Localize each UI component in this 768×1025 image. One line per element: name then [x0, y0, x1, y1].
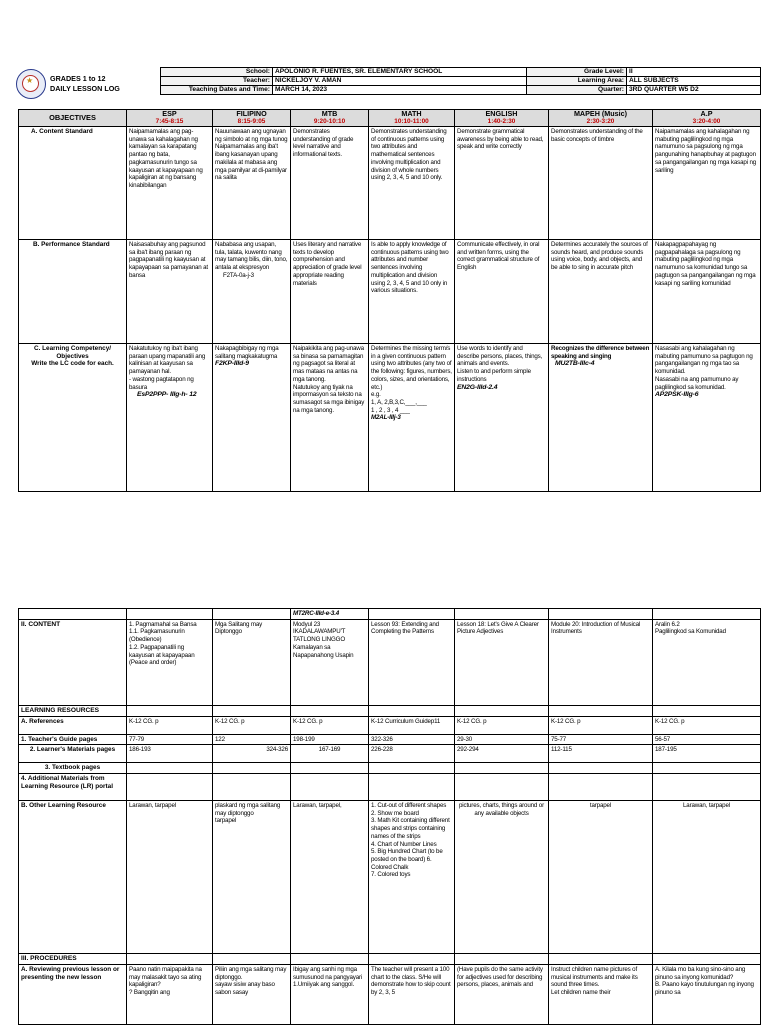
row-label: C. Learning Competency/ Objectives Write the LC code for each.: [19, 344, 127, 492]
teachers-guide-row: [19, 734, 761, 745]
objectives-heading: OBJECTIVES: [19, 110, 127, 127]
subject-header: MTB 9:20-10:10: [291, 110, 369, 127]
table-cell: Larawan, tarpapel: [127, 801, 213, 954]
table-cell: 292-294: [455, 745, 549, 763]
table-cell: Nakapagpapahayag ng pagpapahalaga sa pagsulong ng mabuting paglilingkod ng mga namumuno sa komunidad tungo sa pagtugon sa pangangailangan ng mga kasapi ng sariling komunidad: [653, 240, 761, 344]
row-label: 2. Learner's Materials pages: [19, 745, 127, 763]
dates-label: Teaching Dates and Time:: [161, 86, 273, 95]
table-cell: Piliin ang mga salitang may diptonggo. sayaw sisiw anay baso sabon sasay: [213, 965, 291, 1025]
table-cell: Instruct children name pictures of musical instruments and make its sound three times. Let children name their: [549, 965, 653, 1025]
area-label: Learning Area:: [527, 77, 627, 86]
table-cell: Demonstrates understanding of the basic concepts of timbre: [549, 127, 653, 240]
lc-code: EN2G-IIId-2.4: [457, 383, 498, 391]
row-label: 3. Textbook pages: [19, 763, 127, 774]
table-cell: K-12 CG. p: [549, 716, 653, 734]
row-label: A. References: [19, 716, 127, 734]
subject-header: FILIPINO 8:15-9:05: [213, 110, 291, 127]
teacher-value: NICKELJOY V. AMAN: [273, 77, 527, 86]
table-cell: Ibigay ang sanhi ng mga sumusunod na pangyayari 1.Umiiyak ang sanggol.: [291, 965, 369, 1025]
table-cell: 29-30: [455, 734, 549, 745]
table-cell: Nauunawaan ang ugnayan ng simbolo at ng mga tunog Naipamamalas ang iba't ibang kasanayan upang makilala at mabasa ang mga pamilyar at di-pamilyar na salita: [213, 127, 291, 240]
dates-value: MARCH 14, 2023: [273, 86, 527, 95]
performance-standard-row: [19, 240, 761, 344]
table-cell: Demonstrate grammatical awareness by being able to read, speak and write correctly: [455, 127, 549, 240]
table-cell: 75-77: [549, 734, 653, 745]
teacher-label: Teacher:: [161, 77, 273, 86]
table-cell: Naipamamalas ang kahalagahan ng mabuting paglilingkod ng mga namumuno sa pagsulong ng mga pangunahing hanapbuhay at pagtugon sa pangangailangan ng mga kasapi ng sariling: [653, 127, 761, 240]
area-value: ALL SUBJECTS: [627, 77, 761, 86]
additional-materials-row: [19, 774, 761, 801]
table-cell: Determines accurately the sources of sounds heard, and produce sounds using voice, body, and objects, and be able to sing in accurate pitch: [549, 240, 653, 344]
lesson-log-header: [8, 67, 760, 103]
table-cell: K-12 CG. p: [291, 716, 369, 734]
content-standard-row: [19, 127, 761, 240]
textbook-row: [19, 763, 761, 774]
table-cell: 122: [213, 734, 291, 745]
table-cell: 187-195: [653, 745, 761, 763]
grade-value: II: [627, 68, 761, 77]
school-value: APOLONIO R. FUENTES, SR. ELEMENTARY SCHOOL: [273, 68, 527, 77]
row-label: A. Content Standard: [19, 127, 127, 240]
table-cell: Nakatutukoy ng iba't ibang paraan upang mapanatili ang kalinisan at kaayusan sa pamayanan hal. - wastong pagtatapon ng basura EsP2PPP- IIIg-h- 12: [127, 344, 213, 492]
table-cell: K-12 CG. p: [127, 716, 213, 734]
table-cell: Nababasa ang usapan, tula, talata, kuwento nang may tamang bilis, diin, tono, antala at ekspresyon F2TA-0a-j-3: [213, 240, 291, 344]
lc-code: MU2TB-IIIc-4: [555, 360, 595, 368]
table-cell: 1. Cut-out of different shapes 2. Show me board 3. Math Kit containing different shapes and strips containing names of the strips 4. Chart of Number Lines 5. Big Hundred Chart (to be posted on the board) 6. Colored Chalk 7. Colored toys: [369, 801, 455, 954]
subject-header: MATH 10:10-11:00: [369, 110, 455, 127]
table-cell: Naipamamalas ang pag-unawa sa kahalagahan ng kamalayan sa karapatang pantao ng bata, pagkamasunurin tungo sa kaayusan at kapayapaan ng kapaligiran at ng bansang kinabibilangan: [127, 127, 213, 240]
learning-competency-row: [19, 344, 761, 492]
row-label: LEARNING RESOURCES: [19, 705, 127, 716]
table-cell: Paano natin maipapakita na may malasakit tayo sa ating kapaligiran? ? Bangqitin ang: [127, 965, 213, 1025]
table-cell: Nasasabi ang kahalagahan ng mabuting pamumuno sa pagtugon ng pangangailangan ng mga tao sa komunidad. Nasasabi na ang pamumuno ay paglilingkod sa komunidad. AP2PSK-IIIg-6: [653, 344, 761, 492]
table-cell: pictures, charts, things around or any available objects: [455, 801, 549, 954]
log-title: [50, 74, 120, 94]
quarter-value: 3RD QUARTER W5 D2: [627, 86, 761, 95]
table-cell: A. Kilala mo ba kung sino-sino ang pinuno sa inyong komunidad? B. Paano kayo tinutulungan ng inyong pinuno sa: [653, 965, 761, 1025]
title-line-2: DAILY LESSON LOG: [50, 84, 120, 93]
table-cell: plaskard ng mga salitang may diptonggo tarpapel: [213, 801, 291, 954]
objectives-table: [18, 109, 761, 492]
table-cell: 77-79: [127, 734, 213, 745]
table-cell: Determines the missing term/s in a given continuous pattern using two attributes (any two of the following: figures, numbers, colors, sizes, and orientations, etc.) e.g. 1, A, 2,B,3,C,___,___ 1 , 2 , 3 , 4 ___ M2AL-IIIj-3: [369, 344, 455, 492]
table-cell: Larawan, tarpapel: [653, 801, 761, 954]
deped-seal-icon: ★: [16, 69, 46, 99]
row-label: III. PROCEDURES: [19, 954, 127, 965]
lc-code: MT2RC-IIId-e-3.4: [291, 609, 369, 620]
references-row: [19, 716, 761, 734]
table-cell: K-12 Curriculum Guidep11: [369, 716, 455, 734]
table-cell: (Have pupils do the same activity for adjectives used for describing persons, places, animals and: [455, 965, 549, 1025]
table-cell: Nakapagbibigay ng mga salitang magkakatugma F2KP-IIId-9: [213, 344, 291, 492]
table-cell: Lesson 93: Extending and Completing the Patterns: [369, 619, 455, 705]
school-label: School:: [161, 68, 273, 77]
table-cell: 112-115: [549, 745, 653, 763]
table-cell: 186-193: [127, 745, 213, 763]
subject-header: A.P 3:20-4:00: [653, 110, 761, 127]
table-cell: K-12 CG. p: [213, 716, 291, 734]
table-cell: Uses literary and narrative texts to develop comprehension and appreciation of grade level appropriate reading materials: [291, 240, 369, 344]
table-cell: 1. Pagmamahal sa Bansa 1.1. Pagkamasunurin (Obedience) 1.2. Pagpapanatili ng kaayusan at kapayapaan (Peace and order): [127, 619, 213, 705]
table-cell: 167-169: [291, 745, 369, 763]
table-cell: 198-199: [291, 734, 369, 745]
quarter-label: Quarter:: [527, 86, 627, 95]
table-cell: 56-57: [653, 734, 761, 745]
lc-code: AP2PSK-IIIg-6: [655, 391, 699, 399]
title-line-1: GRADES 1 to 12: [50, 74, 106, 83]
table-cell: Recognizes the difference between speaking and singing MU2TB-IIIc-4: [549, 344, 653, 492]
table-cell: Use words to identify and describe persons, places, things, animals and events. Listen to and perform simple instructions EN2G-IIId-2.4: [455, 344, 549, 492]
table-cell: Naisasabuhay ang pagsunod sa iba't ibang paraan ng pagpapanatili ng kaayusan at kapayapaan sa pamayanan at bansa: [127, 240, 213, 344]
table-cell: tarpapel: [549, 801, 653, 954]
subject-header: ENGLISH 1:40-2:30: [455, 110, 549, 127]
lc-code: F2KP-IIId-9: [215, 360, 249, 368]
lc-code: M2AL-IIIj-3: [371, 414, 401, 422]
lc-code: EsP2PPP- IIIg-h- 12: [137, 391, 197, 399]
row-label: B. Performance Standard: [19, 240, 127, 344]
row-label: B. Other Learning Resource: [19, 801, 127, 954]
grade-label: Grade Level:: [527, 68, 627, 77]
table-cell: Larawan, tarpapel,: [291, 801, 369, 954]
table-cell: Modyul 23 IKADALAWAMPU'T TATLONG LINGGO Kamalayan sa Napapanahong Usapin: [291, 619, 369, 705]
table-cell: 322-326: [369, 734, 455, 745]
table-cell: 226-228: [369, 745, 455, 763]
table-cell: Lesson 18: Let's Give A Clearer Picture Adjectives: [455, 619, 549, 705]
table-cell: Is able to apply knowledge of continuous patterns using two attributes and number sentences involving multiplication and division using 2, 3, 4, 5 and 10 only in various situations.: [369, 240, 455, 344]
resources-heading-row: [19, 705, 761, 716]
table-cell: Demonstrates understanding of continuous patterns using two attributes and mathematical sentences involving multiplication and division of whole numbers using 2, 3, 4, 5 and 10 only.: [369, 127, 455, 240]
table-cell: K-12 CG. p: [653, 716, 761, 734]
row-label: A. Reviewing previous lesson or presenting the new lesson: [19, 965, 127, 1025]
header-info-table: [160, 67, 761, 95]
table-cell: The teacher will present a 100 chart to the class. S/He will demonstrate how to skip count by 2, 3, 5: [369, 965, 455, 1025]
table-cell: Demonstrates understanding of grade level narrative and informational texts.: [291, 127, 369, 240]
procedures-heading-row: [19, 954, 761, 965]
subject-header: MAPEH (Music) 2:30-3:20: [549, 110, 653, 127]
table-cell: Module 20: Introduction of Musical Instruments: [549, 619, 653, 705]
table-cell: Naipakikita ang pag-unawa sa binasa sa pamamagitan ng pagsagot sa literal at mas mataas na antas na mga tanong. Natutukoy ang tiyak na impormasyon sa teksto na sumasagot sa mga ibinigay na mga tanong.: [291, 344, 369, 492]
other-resources-row: [19, 801, 761, 954]
subject-header: ESP 7:45-8:15: [127, 110, 213, 127]
row-label: 1. Teacher's Guide pages: [19, 734, 127, 745]
table-cell: Mga Salitang may Diptonggo: [213, 619, 291, 705]
lc-code: F2TA-0a-j-3: [223, 271, 254, 279]
table-cell: Communicate effectively, in oral and written forms, using the correct grammatical structure of English: [455, 240, 549, 344]
row-label: 4. Additional Materials from Learning Resource (LR) portal: [19, 774, 127, 801]
review-row: [19, 965, 761, 1025]
learners-materials-row: [19, 745, 761, 763]
table-cell: K-12 CG. p: [455, 716, 549, 734]
content-row: [19, 619, 761, 705]
table-cell: 324-326: [213, 745, 291, 763]
row-label: II. CONTENT: [19, 619, 127, 705]
content-table: [18, 608, 761, 1025]
table-cell: Aralin 6.2 Paglilingkod sa Komunidad: [653, 619, 761, 705]
